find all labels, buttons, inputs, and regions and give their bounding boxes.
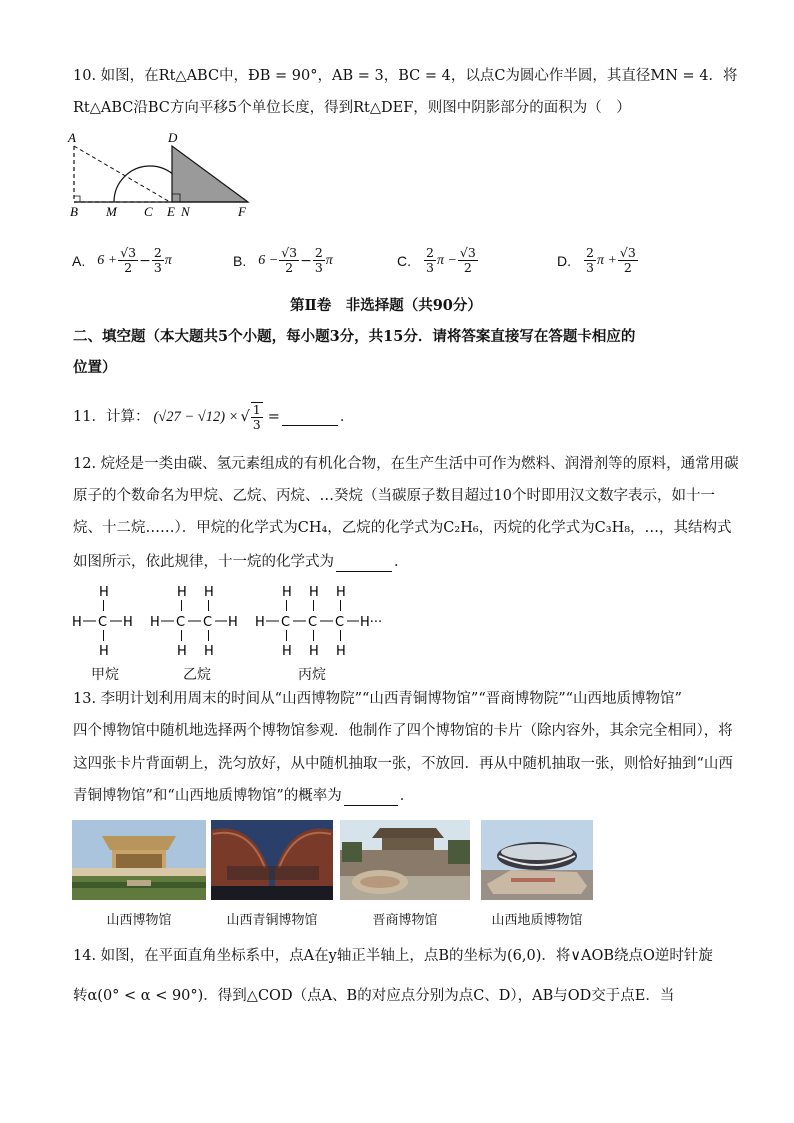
atom: C [98, 615, 108, 630]
atom: H [336, 644, 346, 659]
atom: H [204, 585, 214, 600]
atom: H [123, 615, 133, 630]
answer-blank[interactable] [282, 409, 338, 426]
name-propane: 丙烷 [298, 667, 326, 683]
label-A: A [68, 130, 76, 145]
answer-blank[interactable] [336, 555, 392, 572]
q10-line1: 10. 如图，在Rt△ABC中，ÐB = 90°，AB = 3，BC = 4，以点C为圆心作半圆，其直径MN = 4．将 [73, 68, 738, 84]
atom: H [99, 585, 109, 600]
q10-line2: Rt△ABC沿BC方向平移5个单位长度，得到Rt△DEF，则图中阴影部分的面积为（ ） [73, 100, 631, 116]
fraction: $\frac{√3}{2}$ [619, 245, 636, 275]
name-ethane: 乙烷 [183, 667, 211, 683]
atom: H [309, 644, 319, 659]
q10-option-b: B. 6 − $\frac{√3}{2}$ − $\frac{2}{3}$ π [233, 245, 333, 275]
photo-geology-museum [481, 820, 593, 900]
fraction: $\frac{√3}{2}$ [120, 245, 137, 275]
atom: C [335, 615, 345, 630]
atom: C [203, 615, 213, 630]
q13-line3: 这四张卡片背面朝上，洗匀放好，从中随机抽取一张，不放回．再从中随机抽取一张，则恰好抽到“山西 [73, 756, 733, 772]
part2-heading-line2: 位置） [73, 359, 117, 376]
q13-line2: 四个博物馆中随机地选择两个博物馆参观．他制作了四个博物馆的卡片（除内容外，其余完全相同），将 [73, 723, 733, 739]
fraction: $\frac{2}{3}$ [153, 245, 162, 275]
part2-heading-line1: 二、填空题（本大题共5个小题，每小题3分，共15分．请将答案直接写在答题卡相应的 [73, 328, 636, 345]
q13-line4: 青铜博物馆”和“山西地质博物馆”的概率为 ． [73, 788, 415, 804]
q12-line1: 12. 烷烃是一类由碳、氢元素组成的有机化合物，在生产生活中可作为燃料、润滑剂等的原料，通常用碳 [73, 456, 739, 472]
atom: C [281, 615, 291, 630]
q12-line3: 烷、十二烷……）．甲烷的化学式为CH₄，乙烷的化学式为C₂H₆，丙烷的化学式为C₃H₈，…，其结构式 [73, 520, 732, 536]
caption-bronze-museum: 山西青铜博物馆 [226, 913, 318, 928]
q10-option-c: C. $\frac{2}{3}$ π − $\frac{√3}{2}$ [397, 245, 476, 275]
label-B: B [70, 204, 78, 219]
q14-line1: 14. 如图，在平面直角坐标系中，点A在y轴正半轴上，点B的坐标为(6,0)．将∨AOB绕点O逆时针旋 [73, 948, 713, 964]
atom: C [308, 615, 318, 630]
atom: C [176, 615, 186, 630]
option-label: C. [397, 252, 411, 269]
q13-line1: 13. 李明计划利用周末的时间从“山西博物院”“山西青铜博物馆”“晋商博物院”“山西地质博物馆” [73, 691, 682, 707]
q12-line2: 原子的个数命名为甲烷、乙烷、丙烷、…癸烷（当碳原子数目超过10个时即用汉文数字表示，如十一 [73, 488, 715, 504]
fraction: $\frac{√3}{2}$ [281, 245, 298, 275]
atom: H [177, 585, 187, 600]
option-label: D. [557, 252, 571, 269]
atom: H [99, 644, 109, 659]
label-D: D [168, 130, 178, 145]
option-label: B. [233, 252, 247, 269]
option-label: A. [72, 252, 86, 269]
label-M: M [106, 204, 117, 219]
atom: H [150, 615, 160, 630]
q10-option-d: D. $\frac{2}{3}$ π + $\frac{√3}{2}$ [557, 245, 636, 275]
q12-line4: 如图所示，依此规律，十一烷的化学式为 ． [73, 554, 409, 570]
name-methane: 甲烷 [91, 667, 119, 683]
atom: H [255, 615, 265, 630]
atom: H [228, 615, 238, 630]
atom: H [72, 615, 82, 630]
atom: H [309, 585, 319, 600]
label-E: E [167, 204, 175, 219]
caption-geology-museum: 山西地质博物馆 [491, 913, 583, 928]
q10-option-a: A. 6 + $\frac{√3}{2}$ − $\frac{2}{3}$ π [72, 245, 172, 275]
fraction: $\frac{√3}{2}$ [459, 245, 476, 275]
photo-bronze-museum [211, 820, 333, 900]
photo-jinshang-museum [340, 820, 470, 900]
atom: H [336, 585, 346, 600]
atom: H [282, 644, 292, 659]
volume-title: 第Ⅱ卷 非选择题（共90分） [290, 297, 482, 314]
atom: H [282, 585, 292, 600]
label-C: C [144, 204, 153, 219]
label-F: F [238, 204, 246, 219]
atom: H [204, 644, 214, 659]
atom: H··· [360, 615, 383, 630]
caption-jinshang-museum: 晋商博物馆 [372, 913, 438, 928]
q14-line2: 转α(0° < α < 90°)．得到△COD（点A、B的对应点分别为点C、D），AB与OD交于点E．当 [73, 988, 675, 1004]
fraction: $\frac{2}{3}$ [586, 245, 594, 275]
answer-blank[interactable] [344, 789, 398, 806]
fraction: $\frac{2}{3}$ [426, 245, 434, 275]
caption-shanxi-museum: 山西博物馆 [106, 913, 172, 928]
q10-figure [66, 128, 266, 220]
fraction: $\frac{1}{3}$ [252, 402, 261, 432]
q11: 11．计算： (√27 − √12) × √ $\frac{1}{3}$ = ． [73, 402, 355, 432]
photo-shanxi-museum [72, 820, 206, 900]
label-N: N [181, 204, 190, 219]
structural-formulas [70, 583, 390, 661]
atom: H [177, 644, 187, 659]
fraction: $\frac{2}{3}$ [314, 245, 323, 275]
